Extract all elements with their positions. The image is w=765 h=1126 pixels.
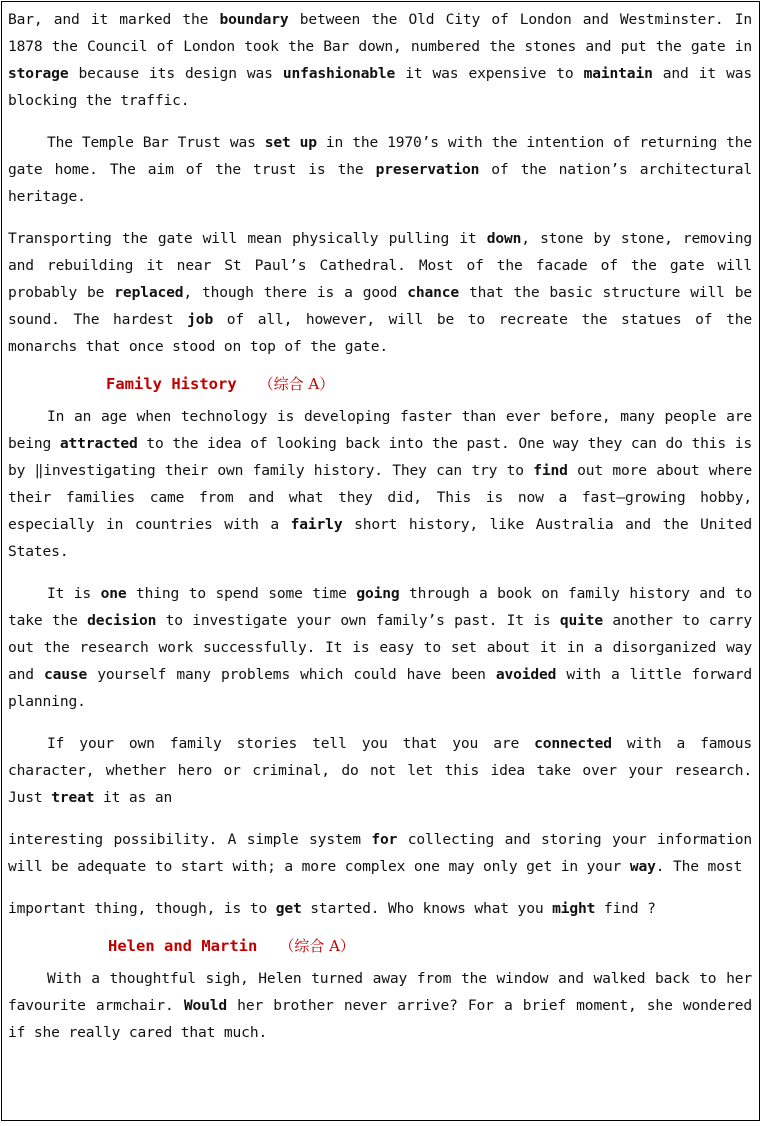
section-heading-helen-and-martin	[108, 933, 752, 959]
keyword-bold: might	[552, 900, 596, 917]
paragraph-research-planning: It is one thing to spend some time going through a book on family history and to take the decision to investigate your own family’s past. It is quite another to carry out the research work successfully. It is easy to set about it in a disorganized way and cause yourself many problems which could have been avoided with a little forward planning.	[8, 585, 753, 710]
keyword-bold: maintain	[583, 65, 653, 82]
keyword-bold: replaced	[114, 284, 184, 301]
paragraph-temple-bar-history: Bar, and it marked the boundary between the Old City of London and Westminster. In 1878 the Council of London took the Bar down, numbered the stones and put the gate in storage because its design was unfashionable it was expensive to maintain and it was blocking the traffic.	[8, 11, 752, 109]
keyword-bold: set up	[264, 134, 317, 151]
keyword-bold: find	[533, 462, 568, 479]
paragraph-temple-bar-trust: The Temple Bar Trust was set up in the 1970’s with the intention of returning the gate home. The aim of the trust is the preservation of the nation’s architectural heritage.	[8, 134, 753, 205]
keyword-bold: attracted	[59, 435, 138, 452]
paragraph-transporting-gate: Transporting the gate will mean physically pulling it down, stone by stone, removing and rebuilding it near St Paul’s Cathedral. Most of the facade of the gate will probably be replaced, though there is a good chance that the basic structure will be sound. The hardest job of all, however, will be to recreate the statues of the monarchs that once stood on top of the gate.	[8, 230, 753, 355]
paragraph-helen-sigh: With a thoughtful sigh, Helen turned away from the window and walked back to her favourite armchair. Would her brother never arrive? For a brief moment, she wondered if she really cared that much.	[8, 970, 752, 1041]
keyword-bold: one	[100, 585, 127, 602]
keyword-bold: cause	[43, 666, 88, 683]
keyword-bold: treat	[51, 789, 95, 806]
keyword-bold: going	[356, 585, 400, 602]
paragraph-family-history-intro: In an age when technology is developing faster than ever before, many people are being attracted to the idea of looking back into the past. One way they can do this is by ‖investigating their own family history. They can try to find out more about where their families came from and what they did, This is now a fast—growing hobby, especially in countries with a fairly short history, like Australia and the United States.	[8, 408, 753, 560]
keyword-bold: for	[371, 831, 398, 848]
keyword-bold: storage	[8, 65, 69, 82]
keyword-bold: preservation	[375, 161, 480, 178]
keyword-bold: boundary	[219, 11, 289, 28]
keyword-bold: Would	[183, 997, 227, 1014]
keyword-bold: connected	[534, 735, 612, 752]
section-heading-family-history	[106, 371, 752, 397]
keyword-bold: unfashionable	[282, 65, 396, 82]
keyword-bold: get	[275, 900, 302, 917]
paragraph-simple-system: interesting possibility. A simple system for collecting and storing your information will be adequate to start with; a more complex one may only get in your way. The most	[8, 831, 752, 875]
heading-tag: （综合 A）	[279, 937, 355, 955]
paragraph-get-started: important thing, though, is to get started. Who knows what you might find ?	[8, 900, 656, 917]
keyword-bold: way	[629, 858, 656, 875]
keyword-bold: fairly	[290, 516, 343, 533]
heading-title: Helen and Martin	[108, 937, 258, 955]
heading-tag: （综合 A）	[258, 375, 335, 393]
keyword-bold: avoided	[495, 666, 557, 683]
keyword-bold: decision	[87, 612, 157, 629]
keyword-bold: chance	[407, 284, 460, 301]
keyword-bold: job	[187, 311, 214, 328]
paragraph-famous-character: If your own family stories tell you that you are connected with a famous character, whether hero or criminal, do not let this idea take over your research. Just treat it as an	[8, 735, 752, 806]
keyword-bold: down	[486, 230, 522, 247]
document-page	[1, 1, 760, 1121]
keyword-bold: quite	[559, 612, 604, 629]
heading-title: Family History	[106, 375, 237, 393]
